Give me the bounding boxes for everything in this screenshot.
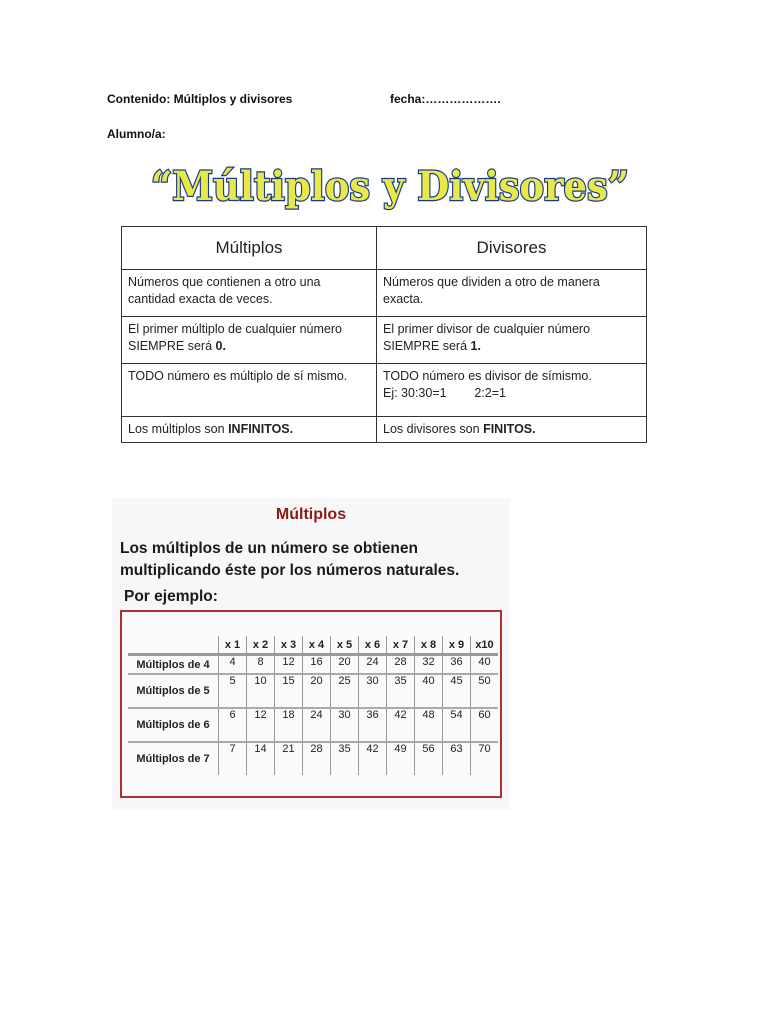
date-label: fecha:………………. [390, 92, 501, 106]
cell-example: Ej: 30:30=1 2:2=1 [383, 385, 507, 400]
table-cell: 20 [331, 655, 359, 675]
table-cell: Números que contienen a otro una cantidad exacta de veces. [122, 270, 377, 317]
table-row [128, 655, 498, 675]
cell-bold: FINITOS. [483, 422, 536, 436]
table-cell: 54 [443, 708, 471, 742]
table-cell: 12 [247, 708, 275, 742]
table-cell: 30 [331, 708, 359, 742]
multiples-table [128, 636, 498, 775]
column-header: x 6 [359, 636, 387, 655]
row-label: Múltiplos de 6 [128, 708, 219, 742]
table-cell: TODO número es múltiplo de sí mismo. [122, 364, 377, 417]
table-cell: 5 [219, 674, 247, 708]
table-cell: 18 [275, 708, 303, 742]
cell-bold: INFINITOS. [228, 422, 294, 436]
table-cell: 8 [247, 655, 275, 675]
column-header-multiples: Múltiplos [122, 227, 377, 270]
table-cell: 49 [387, 742, 415, 775]
table-cell: 21 [275, 742, 303, 775]
table-cell: 10 [247, 674, 275, 708]
table-cell [377, 317, 647, 364]
multiples-figure [112, 498, 510, 810]
table-cell: 16 [303, 655, 331, 675]
column-header: x 1 [219, 636, 247, 655]
table-cell: 28 [387, 655, 415, 675]
cell-text: Los divisores son [383, 422, 484, 436]
content-label: Contenido: Múltiplos y divisores [107, 92, 293, 106]
multiples-description: Los múltiplos de un número se obtienen multiplicando éste por los números naturales. [120, 540, 460, 579]
table-cell: 35 [331, 742, 359, 775]
table-cell: 6 [219, 708, 247, 742]
table-cell [377, 364, 647, 417]
example-label: Por ejemplo: [124, 588, 218, 605]
multiples-table-frame [120, 610, 502, 798]
column-header: x 9 [443, 636, 471, 655]
row-label: Múltiplos de 7 [136, 753, 210, 765]
column-header: x 8 [415, 636, 443, 655]
column-header: x 4 [303, 636, 331, 655]
column-header: x10 [471, 636, 499, 655]
cell-text: El primer divisor de cualquier número SIEMPRE será [383, 322, 591, 353]
cell-bold: 0. [215, 338, 226, 353]
wordart-title-text: “Múltiplos y Divisores” [151, 163, 629, 210]
table-cell: 40 [415, 674, 443, 708]
column-header: x 5 [331, 636, 359, 655]
table-cell: 56 [415, 742, 443, 775]
table-cell: 24 [303, 708, 331, 742]
multiples-header-row [128, 636, 498, 655]
table-cell: 40 [471, 655, 499, 675]
table-cell: 24 [359, 655, 387, 675]
table-cell [122, 417, 377, 443]
table-cell: Números que dividen a otro de manera exacta. [377, 270, 647, 317]
row-label: Múltiplos de 4 [128, 655, 219, 675]
table-cell: 14 [247, 742, 275, 775]
multiples-title: Múltiplos [275, 506, 347, 523]
table-cell: 42 [359, 742, 387, 775]
table-cell: 20 [303, 674, 331, 708]
table-cell: 45 [443, 674, 471, 708]
table-cell [377, 417, 647, 443]
cell-bold: 1. [470, 338, 481, 353]
table-row [128, 674, 498, 708]
table-cell: 32 [415, 655, 443, 675]
table-cell: 48 [415, 708, 443, 742]
cell-text: El primer múltiplo de cualquier número SIEMPRE será [128, 322, 342, 353]
table-cell: 30 [359, 674, 387, 708]
table-cell: 63 [443, 742, 471, 775]
cell-text: Los múltiplos son [128, 422, 229, 436]
table-cell: 35 [387, 674, 415, 708]
table-cell: 15 [275, 674, 303, 708]
table-cell [122, 317, 377, 364]
column-header: x 2 [247, 636, 275, 655]
empty-corner-cell [128, 636, 219, 655]
table-cell: 7 [219, 742, 247, 775]
table-row [128, 742, 498, 775]
table-row [128, 708, 498, 742]
row-label: Múltiplos de 5 [128, 674, 219, 708]
table-cell: 42 [387, 708, 415, 742]
table-cell: 28 [303, 742, 331, 775]
multiples-divisors-table [121, 226, 647, 443]
column-header: x 3 [275, 636, 303, 655]
table-cell: 50 [471, 674, 499, 708]
wordart-title [145, 162, 635, 222]
column-header-divisors: Divisores [377, 227, 647, 270]
student-label: Alumno/a: [107, 127, 166, 141]
table-cell: 60 [471, 708, 499, 742]
table-cell: 12 [275, 655, 303, 675]
table-cell: 70 [471, 742, 499, 775]
cell-text: TODO número es divisor de símismo. [383, 369, 592, 383]
table-cell: 4 [219, 655, 247, 675]
table-cell: 36 [443, 655, 471, 675]
column-header: x 7 [387, 636, 415, 655]
table-cell: 25 [331, 674, 359, 708]
table-cell: 36 [359, 708, 387, 742]
